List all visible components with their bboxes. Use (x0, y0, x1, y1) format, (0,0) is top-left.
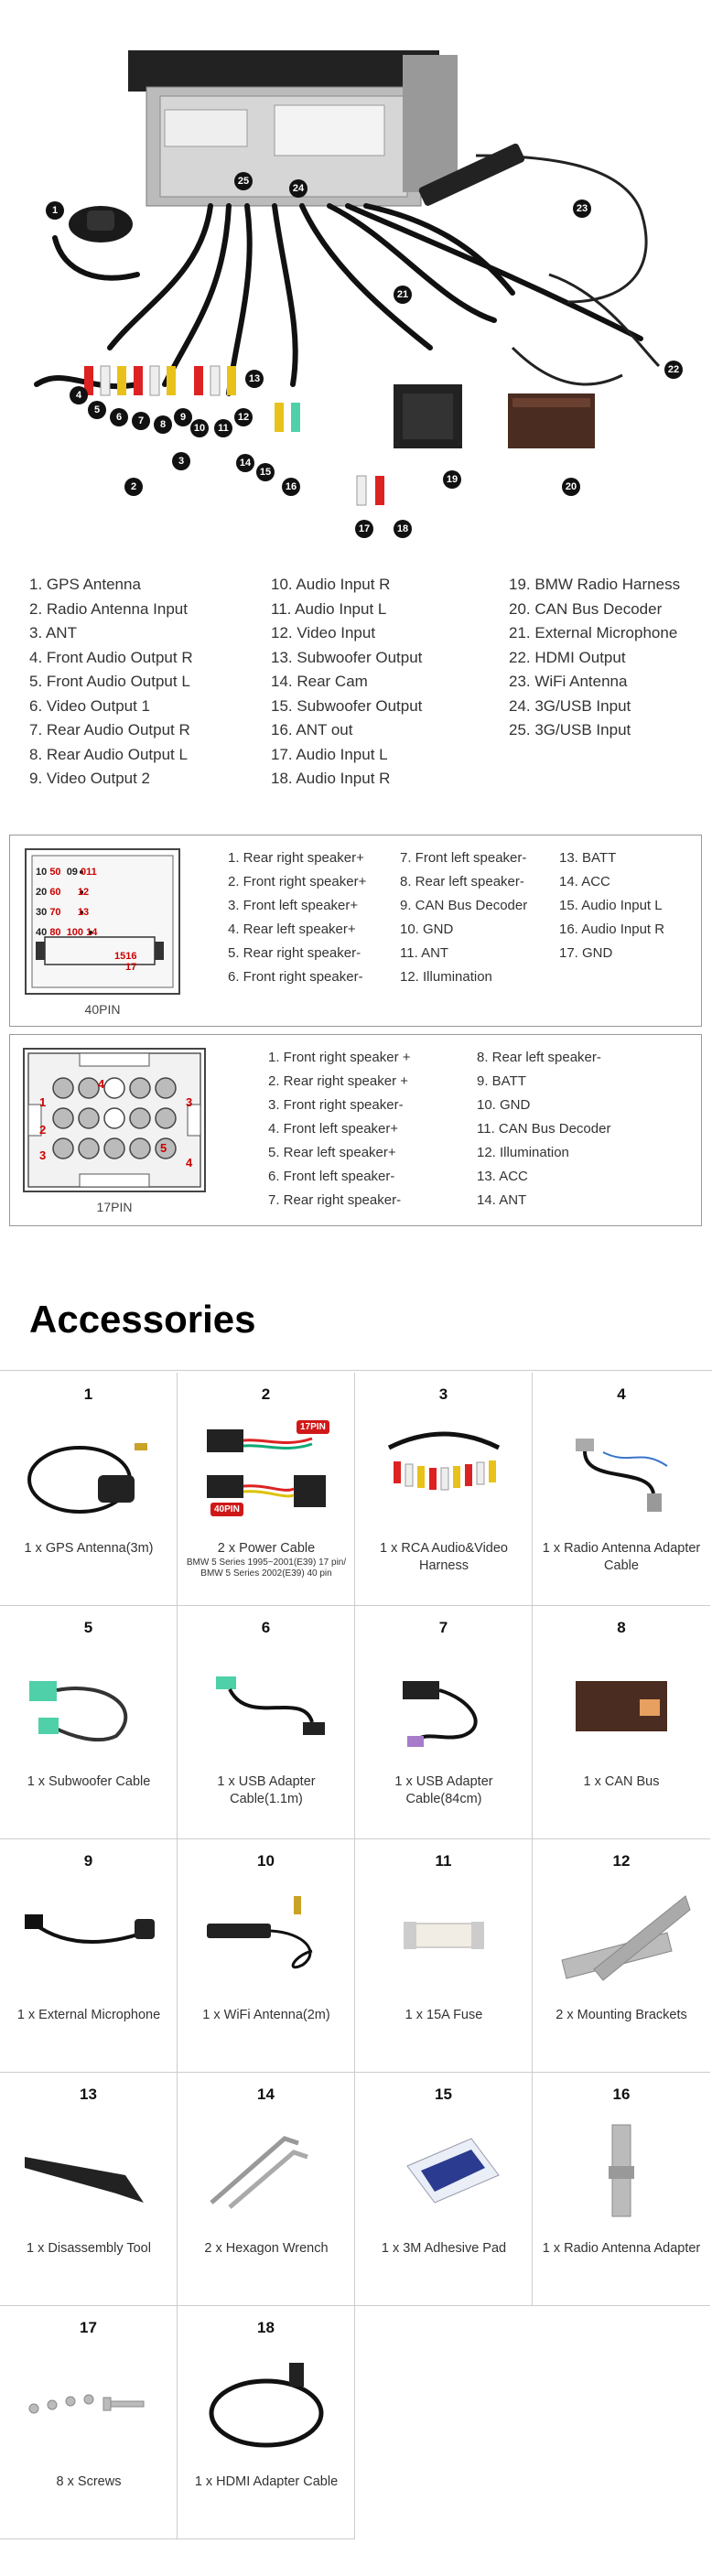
accessory-caption: 1 x GPS Antenna(3m) (24, 1541, 154, 1556)
adhesive-pad-icon (371, 2111, 517, 2230)
callout-4: 4 (70, 386, 88, 404)
legend-item: 16. ANT out (271, 721, 353, 738)
pin-label: 70 (49, 907, 61, 918)
pin-label: 1516 (114, 951, 137, 962)
connector-40pin-caption: 40PIN (84, 1002, 121, 1017)
legend-item: 18. Audio Input R (271, 770, 391, 787)
usb-cable-icon (371, 1644, 517, 1763)
accessory-number: 12 (612, 1852, 631, 1870)
connector-17pin-drawing (25, 1050, 204, 1191)
callout-6: 6 (110, 408, 128, 426)
pin-desc: 2. Rear right speaker + (268, 1073, 408, 1089)
accessory-wifi-antenna (178, 1839, 355, 2073)
tag-40pin: 40PIN (210, 1503, 243, 1516)
accessory-number: 13 (80, 2086, 97, 2103)
accessory-caption: 2 x Power Cable (217, 1541, 316, 1556)
accessory-antenna-adapter (533, 2073, 710, 2306)
accessories-heading: Accessories (29, 1298, 256, 1341)
pin-desc: 9. CAN Bus Decoder (400, 898, 528, 913)
callout-20: 20 (562, 478, 580, 496)
hdmi-cable-icon (193, 2344, 340, 2463)
accessory-caption: 1 x Disassembly Tool (27, 2241, 151, 2256)
antenna-adapter-icon (548, 2111, 695, 2230)
pin-desc: 14. ANT (477, 1192, 527, 1208)
pin-label: 2 (39, 1123, 47, 1137)
pin-desc: 8. Rear left speaker- (477, 1050, 601, 1065)
accessories-divider (0, 1370, 712, 1371)
pin-desc: 9. BATT (477, 1073, 526, 1089)
pin-label: 3 (186, 1095, 193, 1109)
legend-item: 15. Subwoofer Output (271, 696, 423, 715)
pin-desc: 4. Front left speaker+ (268, 1121, 399, 1137)
pinout-17pin-panel (9, 1034, 702, 1226)
pin-label: 40 (36, 927, 48, 938)
pin-label: 4 (186, 1156, 193, 1169)
pin-row-3 (36, 907, 89, 918)
legend-item: 5. Front Audio Output L (29, 673, 190, 690)
callout-22: 22 (664, 361, 683, 379)
callout-11: 11 (214, 419, 232, 437)
accessory-number: 10 (257, 1852, 275, 1870)
pin-label: 100 (66, 927, 84, 938)
legend-column-2 (271, 573, 422, 792)
callout-23: 23 (573, 199, 591, 218)
pin-label: 12 (77, 887, 90, 898)
accessory-power-cable (178, 1373, 355, 1606)
accessory-subcaption: BMW 5 Series 1995~2001(E39) 17 pin/ BMW 5 Series 2002(E39) 40 pin (186, 1557, 347, 1579)
pin-desc: 5. Rear right speaker- (228, 945, 361, 961)
legend-item: 21. External Microphone (509, 624, 678, 641)
pin-desc: 12. Illumination (400, 969, 492, 985)
pin40-column-1 (228, 846, 366, 989)
accessory-number: 18 (257, 2319, 275, 2336)
pin-label: 10 (36, 867, 48, 878)
legend-item: 19. BMW Radio Harness (509, 576, 681, 593)
legend-item: 22. HDMI Output (509, 648, 626, 666)
pin-desc: 13. BATT (559, 850, 617, 866)
callout-18: 18 (394, 520, 412, 538)
pin-label: 17 (125, 962, 137, 973)
legend-item: 8. Rear Audio Output L (29, 745, 188, 763)
callout-24: 24 (289, 179, 307, 198)
rca-harness-icon (371, 1411, 517, 1530)
legend-item: 4. Front Audio Output R (29, 648, 193, 666)
callout-21: 21 (394, 286, 412, 304)
accessory-caption: 1 x WiFi Antenna(2m) (202, 2008, 330, 2022)
accessory-usb-cable-long (178, 1606, 355, 1839)
legend-item: 7. Rear Audio Output R (29, 721, 190, 738)
legend-item: 6. Video Output 1 (29, 696, 151, 715)
accessory-number: 9 (83, 1852, 93, 1870)
accessory-radio-antenna-cable (533, 1373, 710, 1606)
callout-7: 7 (132, 412, 150, 430)
legend-item: 2. Radio Antenna Input (29, 599, 188, 618)
accessory-subwoofer-cable (0, 1606, 178, 1839)
usb-cable-icon (193, 1644, 340, 1763)
pin-desc: 6. Front right speaker- (228, 969, 363, 985)
pin-label: 50 (49, 867, 61, 878)
accessory-caption: 2 x Hexagon Wrench (204, 2241, 329, 2256)
pin-desc: 16. Audio Input R (559, 922, 665, 937)
accessory-microphone (0, 1839, 178, 2073)
legend-column-3 (509, 573, 680, 743)
legend-item: 23. WiFi Antenna (509, 673, 628, 690)
accessory-gps-antenna (0, 1373, 178, 1606)
pin17-column-1 (268, 1046, 411, 1213)
pin-desc: 7. Front left speaker- (400, 850, 527, 866)
pin-label: 4 (98, 1077, 105, 1091)
accessory-fuse (355, 1839, 533, 2073)
callout-5: 5 (88, 401, 106, 419)
pin-desc: 4. Rear left speaker+ (228, 922, 356, 937)
pin-label: 1 (39, 1095, 47, 1109)
callout-17: 17 (355, 520, 373, 538)
pin-desc: 8. Rear left speaker- (400, 874, 524, 889)
accessory-caption: 1 x RCA Audio&Video Harness (380, 1541, 508, 1573)
accessory-rca-harness (355, 1373, 533, 1606)
accessory-number: 15 (435, 2086, 452, 2103)
pinout-40pin-panel (9, 835, 702, 1027)
microphone-icon (16, 1878, 162, 1997)
legend-item: 11. Audio Input L (271, 599, 387, 618)
callout-9: 9 (174, 408, 192, 426)
pin40-column-3 (559, 846, 664, 965)
callout-12: 12 (234, 408, 253, 426)
accessory-number: 16 (612, 2086, 631, 2103)
accessory-caption: 8 x Screws (56, 2474, 122, 2489)
wiring-photo (0, 0, 712, 549)
pin-desc: 2. Front right speaker+ (228, 874, 367, 889)
pin-label: 30 (36, 907, 48, 918)
accessory-screws (0, 2306, 178, 2539)
accessory-number: 8 (617, 1619, 626, 1636)
pin-desc: 11. CAN Bus Decoder (477, 1121, 611, 1137)
pry-tool-icon (16, 2111, 162, 2230)
accessory-can-bus (533, 1606, 710, 1839)
pin-desc: 7. Rear right speaker- (268, 1192, 402, 1208)
accessory-caption: 1 x Subwoofer Cable (27, 1774, 151, 1789)
pin-desc: 10. GND (477, 1097, 531, 1113)
accessory-caption: 1 x USB Adapter Cable(84cm) (394, 1774, 493, 1806)
callout-14: 14 (236, 454, 254, 472)
accessory-number: 5 (83, 1619, 93, 1636)
screws-icon (16, 2344, 162, 2463)
legend-item: 25. 3G/USB Input (509, 721, 631, 738)
pin-row-2 (36, 887, 89, 898)
accessory-caption: 2 x Mounting Brackets (556, 2008, 687, 2022)
accessory-number: 4 (617, 1385, 626, 1403)
wiring-illustration (0, 0, 712, 549)
pin-label: 5 (160, 1141, 167, 1155)
hex-wrench-icon (193, 2111, 340, 2230)
callout-25: 25 (234, 172, 253, 190)
legend-item: 20. CAN Bus Decoder (509, 599, 663, 618)
callout-13: 13 (245, 370, 264, 388)
accessory-caption: 1 x USB Adapter Cable(1.1m) (217, 1774, 316, 1806)
legend-column-1 (29, 573, 193, 792)
pin40-column-2 (400, 846, 527, 989)
pin-desc: 12. Illumination (477, 1145, 569, 1160)
accessory-number: 11 (435, 1852, 452, 1870)
accessory-caption: 1 x Radio Antenna Adapter (542, 2241, 701, 2256)
bracket-icon (548, 1878, 695, 1997)
component-legend (0, 573, 712, 797)
antenna-cable-icon (548, 1411, 695, 1530)
callout-2: 2 (124, 478, 143, 496)
subwoofer-cable-icon (16, 1644, 162, 1763)
legend-item: 3. ANT (29, 624, 77, 641)
pin-desc: 1. Front right speaker + (268, 1050, 411, 1065)
pin-label: 3 (39, 1148, 47, 1162)
accessory-number: 14 (257, 2086, 275, 2103)
pin-desc: 13. ACC (477, 1169, 528, 1184)
accessory-caption: 1 x 3M Adhesive Pad (381, 2241, 507, 2256)
accessory-adhesive-pad (355, 2073, 533, 2306)
legend-item: 12. Video Input (271, 624, 376, 641)
pin-label: 09 (66, 867, 78, 878)
pin-desc: 1. Rear right speaker+ (228, 850, 364, 866)
accessory-number: 17 (80, 2319, 97, 2336)
pin-desc: 15. Audio Input L (559, 898, 663, 913)
connector-17pin-caption: 17PIN (96, 1200, 133, 1214)
can-bus-icon (548, 1644, 695, 1763)
accessory-number: 1 (83, 1385, 93, 1403)
accessory-number: 7 (438, 1619, 448, 1636)
accessory-caption: 1 x Radio Antenna Adapter Cable (542, 1541, 701, 1573)
callout-19: 19 (443, 470, 461, 489)
accessory-caption: 1 x CAN Bus (583, 1774, 660, 1789)
legend-item: 14. Rear Cam (271, 673, 368, 690)
pin-label: 80 (49, 927, 61, 938)
pin-label: 20 (36, 887, 48, 898)
accessory-disassembly-tool (0, 2073, 178, 2306)
accessory-number: 2 (261, 1385, 271, 1403)
accessory-number: 6 (261, 1619, 271, 1636)
callout-1: 1 (46, 201, 64, 220)
pin-desc: 6. Front left speaker- (268, 1169, 395, 1184)
accessory-hex-wrench (178, 2073, 355, 2306)
callout-3: 3 (172, 452, 190, 470)
pin17-column-2 (477, 1046, 610, 1213)
accessory-caption: 1 x External Microphone (16, 2008, 161, 2022)
pin-label: 011 (81, 867, 97, 878)
accessory-caption: 1 x 15A Fuse (405, 2008, 483, 2022)
pin-desc: 10. GND (400, 922, 454, 937)
accessory-usb-cable-short (355, 1606, 533, 1839)
pin-desc: 3. Front right speaker- (268, 1097, 404, 1113)
pin-label: 14 (86, 927, 98, 938)
pin-label: 13 (77, 907, 90, 918)
fuse-icon (371, 1878, 517, 1997)
legend-item: 17. Audio Input L (271, 745, 388, 763)
callout-8: 8 (154, 415, 172, 434)
legend-item: 13. Subwoofer Output (271, 648, 423, 666)
accessory-hdmi-cable (178, 2306, 355, 2539)
pin-desc: 5. Rear left speaker+ (268, 1145, 396, 1160)
connector-17pin-diagram (23, 1048, 206, 1192)
pin-desc: 11. ANT (400, 945, 449, 961)
pin-desc: 14. ACC (559, 874, 610, 889)
wifi-antenna-icon (193, 1878, 340, 1997)
legend-item: 9. Video Output 2 (29, 770, 151, 787)
callout-16: 16 (282, 478, 300, 496)
legend-item: 24. 3G/USB Input (509, 696, 631, 715)
callout-15: 15 (256, 463, 275, 481)
connector-40pin-diagram (25, 848, 180, 995)
callout-10: 10 (190, 419, 209, 437)
pin-desc: 17. GND (559, 945, 613, 961)
pin-label: 60 (49, 887, 61, 898)
accessory-caption: 1 x HDMI Adapter Cable (194, 2474, 339, 2489)
pin-row-4 (36, 927, 97, 938)
legend-item: 1. GPS Antenna (29, 576, 141, 593)
legend-item: 10. Audio Input R (271, 576, 391, 593)
gps-antenna-icon (16, 1411, 162, 1530)
pin-desc: 3. Front left speaker+ (228, 898, 359, 913)
accessory-number: 3 (438, 1385, 448, 1403)
accessory-mounting-brackets (533, 1839, 710, 2073)
tag-17pin: 17PIN (297, 1420, 329, 1434)
pin-row-1 (36, 867, 97, 878)
